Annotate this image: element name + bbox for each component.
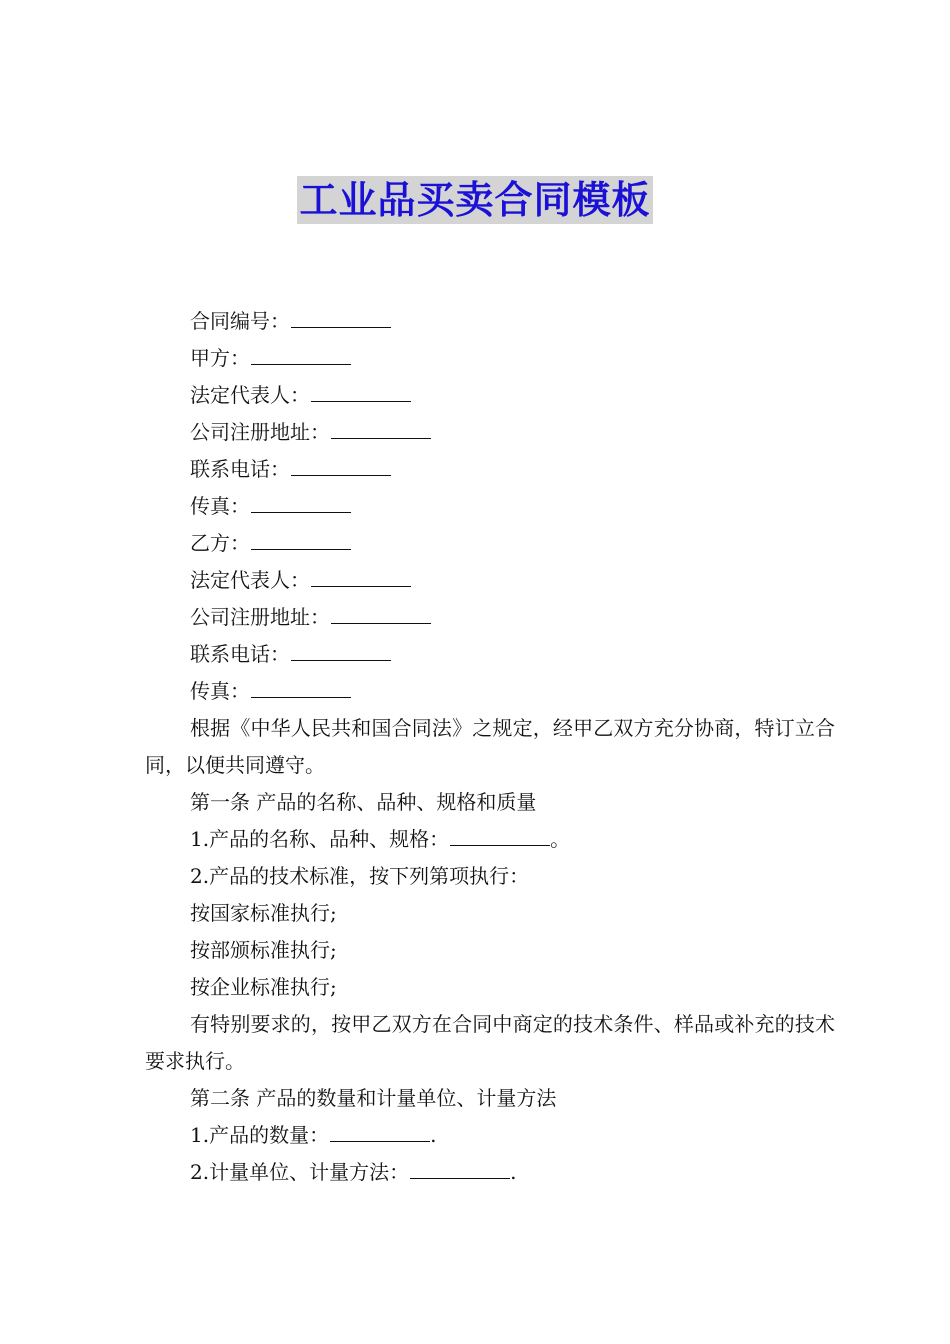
blank-line — [291, 305, 391, 328]
document-body — [145, 303, 835, 1191]
field-party-b-representative — [145, 562, 835, 599]
field-label: 传真： — [190, 679, 250, 703]
item-suffix: . — [430, 1123, 437, 1147]
field-party-a-phone — [145, 451, 835, 488]
article-2-item-1 — [145, 1117, 835, 1154]
blank-line — [251, 490, 351, 513]
document-title: 工业品买卖合同模板 — [299, 178, 651, 222]
blank-line — [311, 564, 411, 587]
item-suffix: . — [510, 1160, 517, 1184]
article-2-heading: 第二条 产品的数量和计量单位、计量方法 — [190, 1086, 557, 1110]
article-1-item-1 — [145, 821, 835, 858]
blank-line — [251, 342, 351, 365]
field-label: 合同编号： — [190, 309, 290, 333]
article-1-option-ministry: 按部颁标准执行; — [190, 938, 337, 962]
field-label: 公司注册地址： — [190, 605, 330, 629]
field-party-b — [145, 525, 835, 562]
blank-line — [331, 601, 431, 624]
field-label: 法定代表人： — [190, 383, 310, 407]
field-party-a-address — [145, 414, 835, 451]
field-party-b-phone — [145, 636, 835, 673]
blank-line — [251, 527, 351, 550]
item-suffix: 。 — [550, 827, 571, 851]
field-label: 甲方： — [190, 346, 250, 370]
blank-line — [331, 416, 431, 439]
field-contract-number — [145, 303, 835, 340]
article-2-item-2 — [145, 1154, 835, 1191]
article-1-item-2: 2.产品的技术标准，按下列第项执行： — [190, 864, 530, 888]
blank-line — [291, 638, 391, 661]
article-1-option-enterprise: 按企业标准执行; — [190, 975, 337, 999]
item-label: 1.产品的数量： — [190, 1123, 330, 1147]
field-label: 传真： — [190, 494, 250, 518]
blank-line — [450, 823, 550, 846]
article-1-heading: 第一条 产品的名称、品种、规格和质量 — [190, 790, 537, 814]
title-container — [0, 176, 950, 224]
article-1-option-national: 按国家标准执行; — [190, 901, 337, 925]
item-label: 1.产品的名称、品种、规格： — [190, 827, 450, 851]
field-label: 联系电话： — [190, 457, 290, 481]
item-label: 2.计量单位、计量方法： — [190, 1160, 410, 1184]
field-party-b-fax — [145, 673, 835, 710]
field-party-b-address — [145, 599, 835, 636]
field-party-a — [145, 340, 835, 377]
field-label: 公司注册地址： — [190, 420, 330, 444]
field-label: 联系电话： — [190, 642, 290, 666]
blank-line — [311, 379, 411, 402]
field-label: 乙方： — [190, 531, 250, 555]
blank-line — [330, 1119, 430, 1142]
article-1-special-paragraph: 有特别要求的，按甲乙双方在合同中商定的技术条件、样品或补充的技术要求执行。 — [145, 1012, 835, 1073]
blank-line — [291, 453, 391, 476]
intro-paragraph: 根据《中华人民共和国合同法》之规定，经甲乙双方充分协商，特订立合同，以便共同遵守。 — [145, 716, 835, 777]
field-party-a-fax — [145, 488, 835, 525]
field-party-a-representative — [145, 377, 835, 414]
blank-line — [410, 1156, 510, 1179]
field-label: 法定代表人： — [190, 568, 310, 592]
blank-line — [251, 675, 351, 698]
